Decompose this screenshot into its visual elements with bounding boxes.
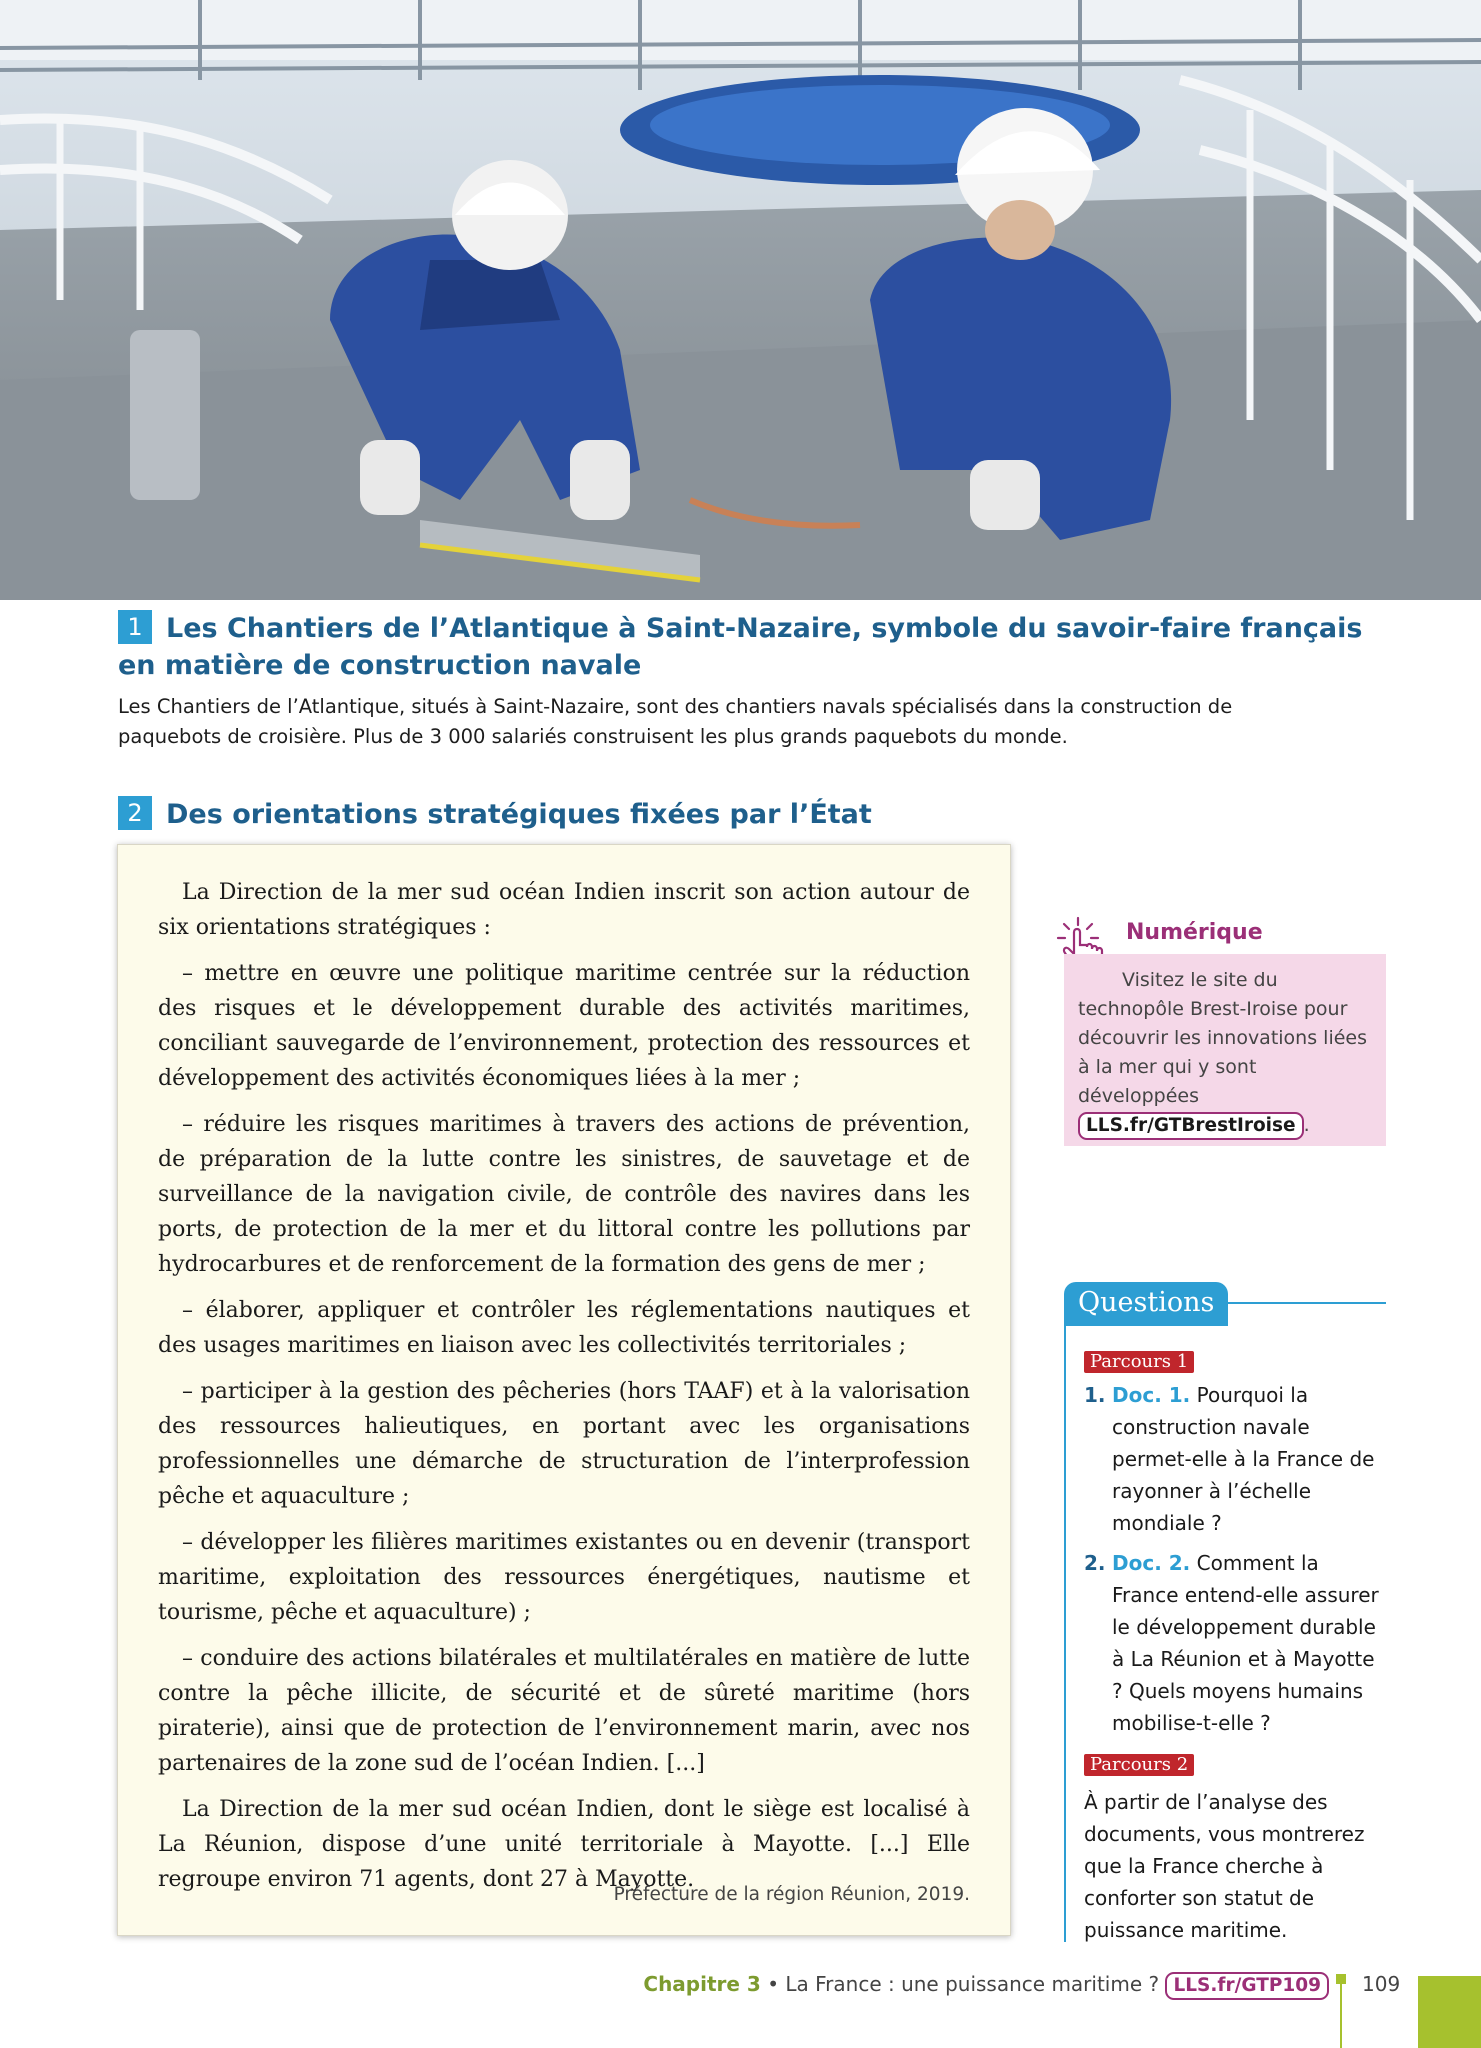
numerique-content <box>1064 954 1386 1146</box>
questions-divider <box>1214 1302 1386 1304</box>
doc1-title: Les Chantiers de l’Atlantique à Saint-Nazaire, symbole du savoir-faire français en matière de construction navale <box>118 613 1363 681</box>
page-number: 109 <box>1362 1972 1401 1996</box>
photo-illustration <box>0 0 1481 600</box>
numerique-title: Numérique <box>1126 920 1263 945</box>
numerique-after: . <box>1303 1114 1310 1136</box>
page-footer <box>643 1968 1329 2000</box>
question-number: 2. <box>1084 1551 1106 1575</box>
doc2-paragraph: – développer les filières maritimes existantes ou en devenir (transport maritime, exploitation des ressources énergétiques, nautisme et tourisme, pêche et aquaculture) ; <box>158 1530 970 1625</box>
doc2-paragraph: La Direction de la mer sud océan Indien inscrit son action autour de six orientations stratégiques : <box>158 880 970 940</box>
questions-box <box>1064 1282 1386 1942</box>
question-doc-label: Doc. 1. <box>1112 1383 1191 1407</box>
doc2-paragraph: La Direction de la mer sud océan Indien, dont le siège est localisé à La Réunion, dispose d’une unité territoriale à Mayotte. [...] Elle regroupe environ 71 agents, dont 27 à Mayotte. <box>158 1797 970 1892</box>
doc1-heading <box>118 610 1368 684</box>
doc2-paragraph: – participer à la gestion des pêcheries (hors TAAF) et à la valorisation des ressources halieutiques, en portant avec les organisations professionnelles une démarche de structuration de l’interprofession pêche et aquaculture ; <box>158 1379 970 1509</box>
questions-title: Questions <box>1064 1282 1228 1326</box>
chantiers-photo <box>0 0 1481 600</box>
questions-content <box>1084 1344 1384 1946</box>
question-item <box>1084 1547 1384 1739</box>
doc2-paragraph: – mettre en œuvre une politique maritime centrée sur la réduction des risques et le développement durable des activités maritimes, conciliant sauvegarde de l’environnement, protection des ressources et développement des activités économiques liées à la mer ; <box>158 961 970 1091</box>
numerique-link[interactable]: LLS.fr/GTBrestIroise <box>1078 1112 1304 1140</box>
questions-rule <box>1064 1326 1066 1942</box>
doc2-paragraph: – élaborer, appliquer et contrôler les réglementations nautiques et des usages maritimes en liaison avec les collectivités territoriales ; <box>158 1298 970 1358</box>
numerique-text: Visitez le site du technopôle Brest-Iroise pour découvrir les innovations liées à la mer qui y sont développées <box>1078 969 1367 1107</box>
doc2-source: Préfecture de la région Réunion, 2019. <box>613 1884 970 1905</box>
question-text: Comment la France entend-elle assurer le développement durable à La Réunion et à Mayotte ? Quels moyens humains mobilise-t-elle ? <box>1112 1551 1379 1735</box>
footer-separator: • <box>760 1972 786 1996</box>
doc1-number: 1 <box>118 610 152 644</box>
doc2-paragraph: – conduire des actions bilatérales et multilatérales en matière de lutte contre la pêche illicite, de sécurité et de sûreté maritime (hors piraterie), ainsi que de protection de l’environnement marin, avec nos partenaires de la zone sud de l’océan Indien. [...] <box>158 1646 970 1776</box>
doc2-title: Des orientations stratégiques fixées par l’État <box>166 799 872 830</box>
parcours2-badge: Parcours 2 <box>1084 1754 1194 1776</box>
parcours2-text: À partir de l’analyse des documents, vous montrerez que la France cherche à conforter son statut de puissance maritime. <box>1084 1790 1365 1942</box>
doc2-heading <box>118 796 872 833</box>
doc2-paragraph: – réduire les risques maritimes à travers des actions de prévention, de préparation de la lutte contre les sinistres, de sauvetage et de surveillance de la navigation civile, de contrôle des navires dans les ports, de protection de la mer et du littoral contre les pollutions par hydrocarbures et de renforcement de la formation des gens de mer ; <box>158 1112 970 1277</box>
footer-marker <box>1336 1974 1346 1984</box>
question-doc-label: Doc. 2. <box>1112 1551 1191 1575</box>
parcours1-badge: Parcours 1 <box>1084 1351 1194 1373</box>
footer-link[interactable]: LLS.fr/GTP109 <box>1165 1972 1329 2000</box>
footer-rule <box>1340 1984 1342 2048</box>
doc2-textbox <box>117 844 1011 1936</box>
question-text: Pourquoi la construction navale permet-elle à la France de rayonner à l’échelle mondiale ? <box>1112 1383 1375 1535</box>
footer-chapter: Chapitre 3 <box>643 1972 761 1996</box>
doc2-number: 2 <box>118 796 152 830</box>
question-number: 1. <box>1084 1383 1106 1407</box>
footer-chapter-title: La France : une puissance maritime ? <box>785 1972 1160 1996</box>
question-item <box>1084 1379 1384 1539</box>
doc1-caption: Les Chantiers de l’Atlantique, situés à Saint-Nazaire, sont des chantiers navals spécialisés dans la construction de paquebots de croisière. Plus de 3 000 salariés construisent les plus grands paquebots du monde. <box>118 695 1233 748</box>
page-corner-tab <box>1418 1976 1481 2048</box>
